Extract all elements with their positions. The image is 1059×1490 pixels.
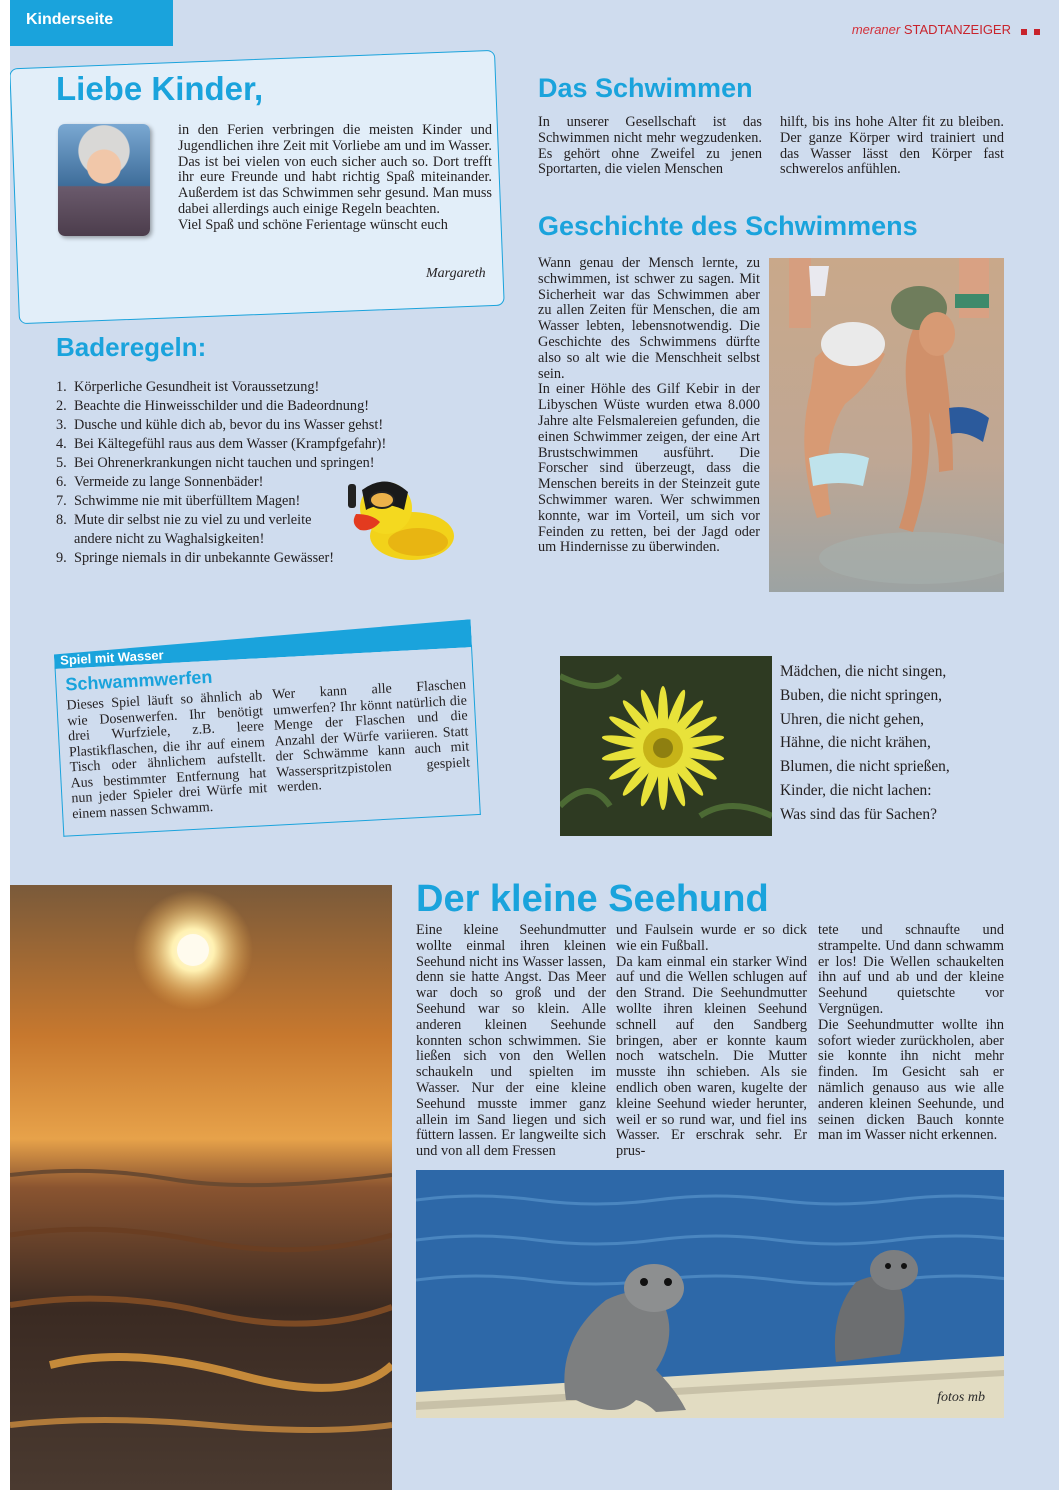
game-box xyxy=(53,619,481,837)
rule-text: Vermeide zu lange Sonnenbäder! xyxy=(74,474,264,490)
poem-line: Buben, die nicht springen, xyxy=(780,686,942,704)
rules-title: Baderegeln: xyxy=(56,332,207,362)
seal-col2-a: und Faulsein wurde er so dick wie ein Fußball. xyxy=(616,922,807,954)
rule-text: Springe niemals in dir unbekannte Gewässer! xyxy=(74,550,335,566)
swimming-col2: hilft, bis ins hohe Alter fit zu bleiben. Der ganze Körper wird trainiert und das Wasser lässt den Körper fast schwerelos anfühlen. xyxy=(780,114,1004,178)
greeting-text: in den Ferien verbringen die meisten Kinder und Jugendlichen ihre Zeit mit Vorliebe am und im Wasser. Das ist bei vielen von euch sicher auch so. Dort trefft ihr eure Freunde und habt richtig Spaß miteinander. Außerdem ist das Schwimmen sehr gesund. Man muss dabei allerdings auch einige Regeln beachten. xyxy=(178,122,492,217)
history-text xyxy=(538,256,760,556)
newspaper-page xyxy=(10,0,1059,1490)
rule-number: 1. xyxy=(56,379,67,395)
rule-number: 4. xyxy=(56,436,67,452)
brand-square-icon xyxy=(1021,29,1027,35)
children-beach-photo xyxy=(769,258,1004,592)
seal-col3-b: Die Seehundmutter wollte ihn sofort wieder zurückholen, aber sie konnte ihn nicht mehr finden. Im Gesicht sah er nämlich genauso aus wie alle anderen kleinen Seehunde, und seinen dicken Bauch konnte man im Wasser nicht erkennen. xyxy=(818,1016,1004,1144)
rule-text: Schwimme nie mit überfülltem Magen! xyxy=(74,493,301,509)
poem xyxy=(780,660,950,827)
rule-text: Körperliche Gesundheit ist Voraussetzung! xyxy=(74,379,320,395)
rule-number: 8. xyxy=(56,512,67,528)
game-label: Spiel mit Wasser xyxy=(59,647,164,668)
poem-line: Kinder, die nicht lachen: xyxy=(780,781,932,799)
author-portrait xyxy=(58,124,150,236)
rule-text: Bei Ohrenerkrankungen nicht tauchen und springen! xyxy=(74,455,375,471)
poem-line: Mädchen, die nicht singen, xyxy=(780,663,947,680)
rule-number: 3. xyxy=(56,417,67,433)
yellow-flower-photo xyxy=(560,656,772,836)
game-title: Schwammwerfen xyxy=(64,666,213,695)
history-title: Geschichte des Schwimmens xyxy=(538,211,918,241)
seal-col3-a: tete und schnaufte und strampelte. Und dann schwamm er los! Die Wellen schaukelten ihn auf und ab und der kleine Seehund quietschte vor Vergnügen. xyxy=(818,922,1004,1017)
rule-item xyxy=(56,378,476,397)
history-text-2: In einer Höhle des Gilf Kebir in der Libyschen Wüste wurden etwa 8.000 Jahre alte Felsmalereien gefunden, die einen Schwimmer zeigen, der eine Art Brustschwimmen ausführt. Die Forscher sind überzeugt, dass die Menschen bereits in der Steinzeit gute Schwimmer waren. Wer schwimmen konnte, war im Vorteil, um sich vor Feinden zu retten, bei der Jagd oder um Hindernisse zu überwinden. xyxy=(538,381,760,556)
poem-line: Uhren, die nicht gehen, xyxy=(780,710,925,728)
swimming-col1: In unserer Gesellschaft ist das Schwimmen nicht mehr wegzudenken. Es gehört ohne Zweifel zu jenen Sportarten, die vielen Menschen xyxy=(538,114,762,178)
rule-item xyxy=(56,397,476,416)
poem-line: Hähne, die nicht krähen, xyxy=(780,734,931,752)
seal-col2-b: Da kam einmal ein starker Wind auf und die Wellen schlugen auf den Strand. Die Seehundmutter wollte ihren kleinen Seehund schnell auf den Sandberg bringen, aber er konnte kaum noch watscheln. Die Mutter musste ihn schieben. Als sie endlich oben waren, kugelte der kleine Seehund wieder herunter, weil er so rund war, und fiel ins Wasser. Er erschrak sehr. Er prus- xyxy=(616,953,807,1160)
section-tab: Kinderseite xyxy=(10,0,173,46)
rule-text: Beachte die Hinweisschilder und die Badeordnung! xyxy=(74,398,369,414)
rule-text: Bei Kältegefühl raus aus dem Wasser (Krampfgefahr)! xyxy=(74,436,387,452)
poem-line: Was sind das für Sachen? xyxy=(780,805,937,823)
seal-col1: Eine kleine Seehundmutter wollte einmal ihren kleinen Seehund nicht ins Wasser lassen, denn sie hatte Angst. Das Meer war doch so groß und der Seehund war so klein. Alle anderen kleinen Seehunde konnten schon schwimmen. Sie ließen sich von den Wellen schaukeln und spielten im Wasser. Nur der eine kleine Seehund musste immer ganz allein im Sand liegen und sich füttern lassen. Er langweilte sich und von all dem Fressen xyxy=(416,922,606,1160)
seal-title: Der kleine Seehund xyxy=(416,878,769,920)
greeting-title: Liebe Kinder, xyxy=(56,70,264,107)
brand-caps: STADTANZEIGER xyxy=(903,22,1011,37)
rule-number: 5. xyxy=(56,455,67,471)
poem-line: Blumen, die nicht sprießen, xyxy=(780,758,950,776)
rule-number: 9. xyxy=(56,550,67,566)
publication-brand xyxy=(852,22,1011,37)
photo-credit: fotos mb xyxy=(937,1390,985,1405)
history-text-1: Wann genau der Mensch lernte, zu schwimmen, ist schwer zu sagen. Mit Sicherheit war das Schwimmen aber zu allen Zeiten für Menschen, die am Wasser lebten, lebensnotwendig. Die Geschichte des Schwimmens dürfte also so alt wie die Menschheit selbst sein. xyxy=(538,255,760,382)
brand-italic: meraner xyxy=(851,22,901,37)
seals-photo xyxy=(416,1170,1004,1418)
rule-number: 6. xyxy=(56,474,67,490)
sunset-sea-photo xyxy=(10,885,392,1490)
rule-text: Mute dir selbst nie zu viel zu und verleite andere nicht zu Waghalsigkeiten! xyxy=(74,512,312,547)
greeting-signature: Margareth xyxy=(426,266,486,281)
rule-item xyxy=(56,435,476,454)
game-col2: Wer kann alle Flaschen umwerfen? Ihr könnt natürlich die Menge der Flaschen und die Anzahl der Würfe variieren. Statt der Schwämme kann auch mit Wasserspritzpistolen gespielt werden. xyxy=(271,677,471,796)
seal-col2 xyxy=(616,923,807,1160)
game-col1: Dieses Spiel läuft so ähnlich ab wie Dosenwerfen. Ihr benötigt drei Wurfziele, z.B. leere Plastikflaschen, die ihr auf einem Tisch oder ähnlichem aufstellt. Aus bestimmter Entfernung hat nun jeder Spieler drei Würfe mit einem nassen Schwamm. xyxy=(66,688,268,822)
rule-number: 7. xyxy=(56,493,67,509)
rule-item xyxy=(56,416,476,435)
swimming-title: Das Schwimmen xyxy=(538,73,753,103)
greeting-closing: Viel Spaß und schöne Ferientage wünscht euch xyxy=(178,216,448,233)
rubber-duck-image xyxy=(348,470,460,565)
rule-number: 2. xyxy=(56,398,67,414)
seal-col3 xyxy=(818,923,1004,1144)
brand-square-icon xyxy=(1034,29,1040,35)
greeting-body xyxy=(178,123,492,234)
rule-text: Dusche und kühle dich ab, bevor du ins Wasser gehst! xyxy=(74,417,384,433)
